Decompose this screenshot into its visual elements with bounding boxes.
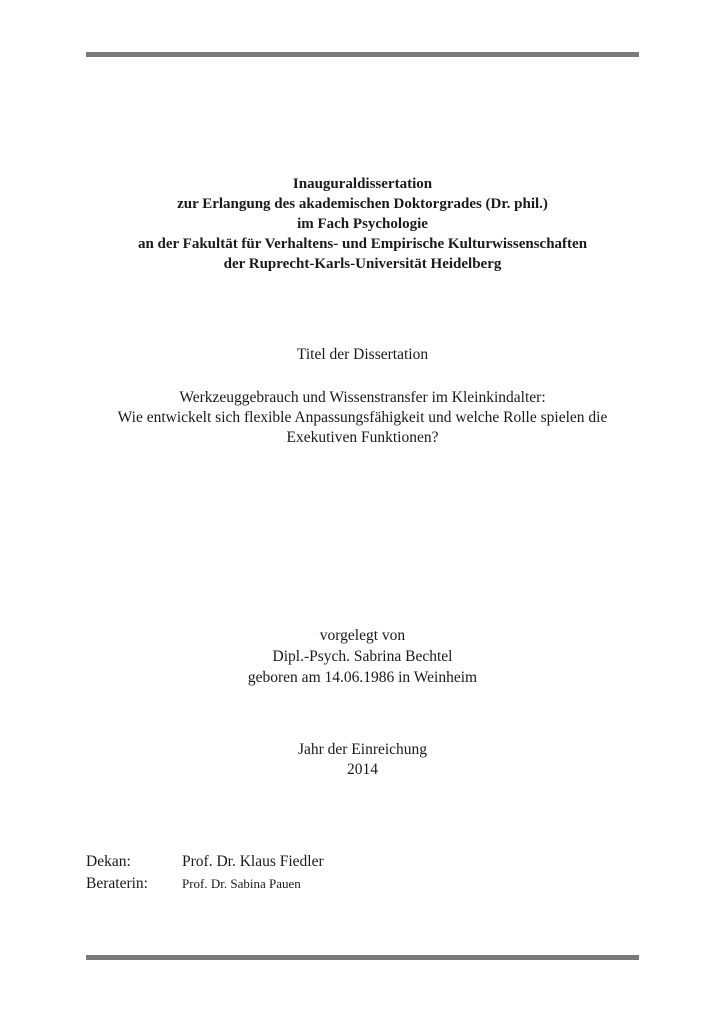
bottom-rule — [86, 955, 639, 960]
top-rule — [86, 52, 639, 57]
title-line: Werkzeuggebrauch und Wissenstransfer im Kleinkindalter: — [179, 389, 546, 406]
heading-line: zur Erlangung des akademischen Doktorgrades (Dr. phil.) — [177, 196, 548, 212]
heading-line: im Fach Psychologie — [297, 216, 428, 232]
author-name: Dipl.-Psych. Sabrina Bechtel — [272, 648, 453, 665]
heading-line: Inauguraldissertation — [292, 176, 433, 192]
title-line: Exekutiven Funktionen? — [286, 429, 439, 446]
birth-info: geboren am 14.06.1986 in Weinheim — [247, 669, 478, 686]
submission-year — [0, 740, 725, 780]
dissertation-heading — [0, 174, 725, 274]
dean-row — [86, 853, 586, 875]
advisor-label: Beraterin: — [86, 875, 148, 892]
heading-line: der Ruprecht-Karls-Universität Heidelberg — [223, 256, 502, 272]
submission-year-value: 2014 — [347, 761, 378, 778]
submitted-line: vorgelegt von — [319, 627, 406, 644]
advisor-name: Prof. Dr. Sabina Pauen — [182, 876, 301, 891]
committee — [86, 853, 586, 897]
submitted-by — [0, 625, 725, 688]
dean-label: Dekan: — [86, 853, 131, 870]
title-label: Titel der Dissertation — [296, 346, 429, 363]
advisor-row — [86, 875, 586, 897]
submission-year-label: Jahr der Einreichung — [297, 741, 428, 758]
dean-name: Prof. Dr. Klaus Fiedler — [182, 853, 324, 870]
heading-line: an der Fakultät für Verhaltens- und Empirische Kulturwissenschaften — [137, 236, 588, 252]
dissertation-title — [0, 388, 725, 448]
title-line: Wie entwickelt sich flexible Anpassungsfähigkeit und welche Rolle spielen die — [117, 409, 608, 426]
